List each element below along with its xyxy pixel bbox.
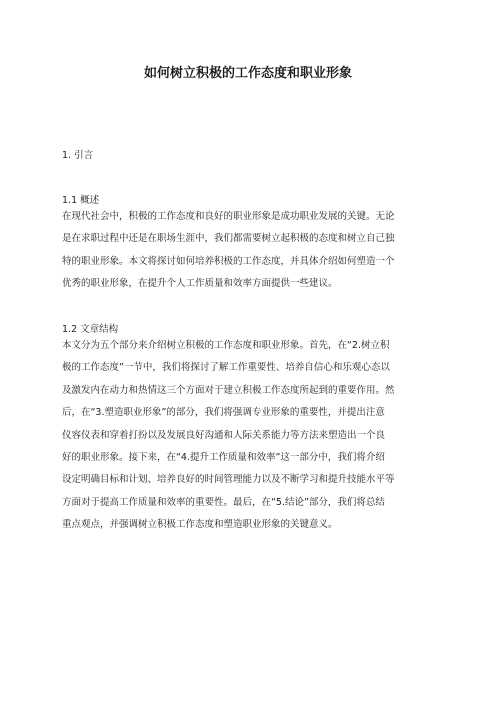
paragraph-line: 设定明确目标和计划、培养良好的时间管理能力以及不断学习和提升技能水平等 [62,474,395,486]
paragraph-line: 本文分为五个部分来介绍树立积极的工作态度和职业形象。首先，在“2.树立积 [62,340,390,351]
paragraph-line: 重点观点，并强调树立积极工作态度和塑造职业形象的关键意义。 [62,519,338,531]
paragraph-line: 好的职业形象。接下来，在“4.提升工作质量和效率”这一部分中，我们将介绍 [62,451,385,463]
section-heading-introduction: 1. 引言 [62,150,94,161]
paragraph-line: 仪容仪表和穿着打扮以及发展良好沟通和人际关系能力等方法来塑造出一个良 [62,429,386,441]
paragraph-line: 优秀的职业形象，在提升个人工作质量和效率方面提供一些建议。 [62,278,338,290]
paragraph-line: 特的职业形象。本文将探讨如何培养积极的工作态度，并具体介绍如何塑造一个 [62,255,395,267]
paragraph-line: 后，在“3.塑造职业形象”的部分，我们将强调专业形象的重要性，并提出注意 [62,407,385,419]
document-title: 如何树立积极的工作态度和职业形象 [143,66,352,81]
paragraph-line: 极的工作态度”一节中，我们将探讨了解工作重要性、培养自信心和乐观心态以 [62,362,390,374]
paragraph-line: 在现代社会中，积极的工作态度和良好的职业形象是成功职业发展的关键。无论 [62,211,395,222]
structure-paragraph [62,335,434,537]
section-heading-structure: 1.2 文章结构 [62,324,119,335]
paragraph-line: 是在求职过程中还是在职场生涯中，我们都需要树立起积极的态度和树立自己独 [62,233,395,245]
paragraph-line: 及激发内在动力和热情这三个方面对于建立积极工作态度所起到的重要作用。然 [62,384,395,396]
overview-paragraph [62,206,434,296]
paragraph-line: 方面对于提高工作质量和效率的重要性。最后，在“5.结论”部分，我们将总结 [62,496,385,508]
section-heading-overview: 1.1 概述 [62,195,100,206]
